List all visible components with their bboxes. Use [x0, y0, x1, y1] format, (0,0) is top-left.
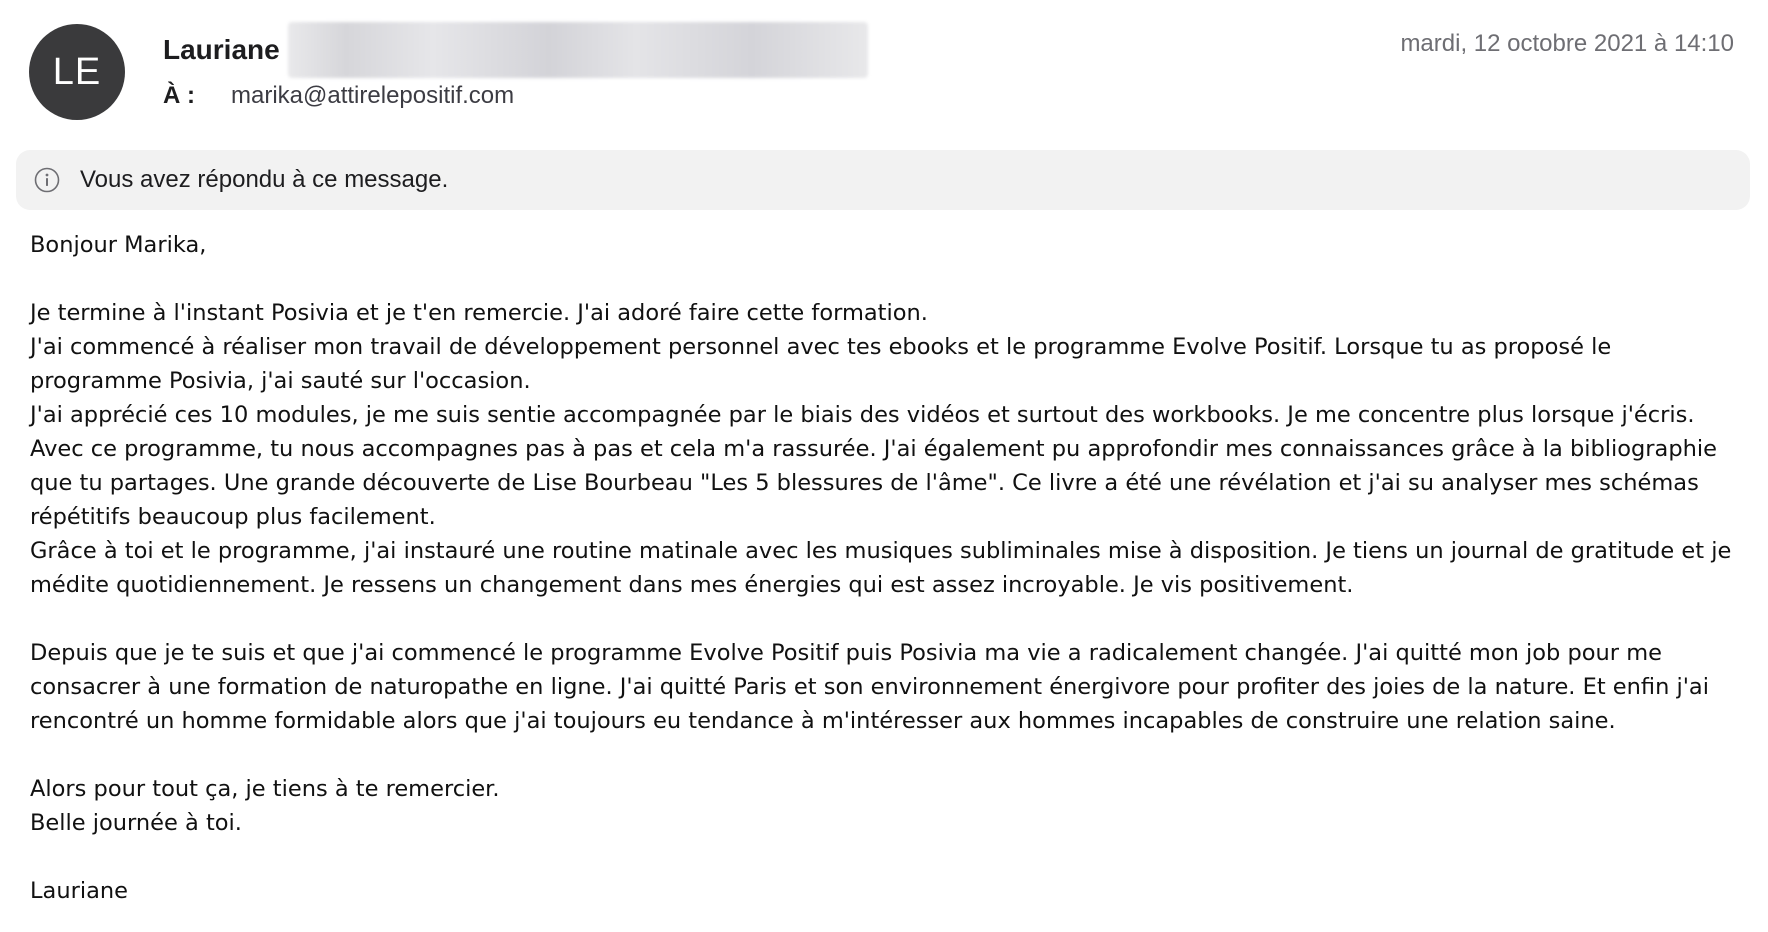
recipient-address[interactable]: marika@attirelepositif.com: [231, 82, 515, 109]
body-line: Je termine à l'instant Posivia et je t'en remercie. J'ai adoré faire cette formation.: [30, 300, 928, 326]
body-line: médite quotidiennement. Je ressens un changement dans mes énergies qui est assez incroyable. Je vis positivement.: [30, 572, 1354, 598]
sender-avatar[interactable]: [29, 24, 125, 120]
message-header: [0, 0, 1768, 140]
body-line: Depuis que je te suis et que j'ai commencé le programme Evolve Positif puis Posivia ma vie a radicalement changée. J'ai quitté mon job pour me: [30, 640, 1662, 666]
body-line: Avec ce programme, tu nous accompagnes pas à pas et cela m'a rassurée. J'ai également pu approfondir mes connaissances grâce à la bibliographie: [30, 436, 1717, 462]
signature: Lauriane: [30, 878, 128, 904]
notice-text: Vous avez répondu à ce message.: [80, 166, 449, 193]
body-line: rencontré un homme formidable alors que j'ai toujours eu tendance à m'intéresser aux hommes incapables de construire une relation saine.: [30, 708, 1616, 734]
avatar-initials: LE: [52, 50, 102, 93]
recipient-row: [163, 80, 514, 112]
sender-row: [163, 28, 868, 72]
closing-line: Belle journée à toi.: [30, 810, 242, 836]
message-date: mardi, 12 octobre 2021 à 14:10: [1400, 30, 1734, 57]
to-label: À :: [163, 82, 195, 109]
replied-notice-banner: [16, 150, 1750, 210]
sender-email-redacted: [288, 22, 868, 78]
message-body: [30, 228, 1740, 908]
body-line: J'ai apprécié ces 10 modules, je me suis sentie accompagnée par le biais des vidéos et surtout des workbooks. Je me concentre plus lorsque j'écris.: [30, 402, 1695, 428]
body-line: que tu partages. Une grande découverte de Lise Bourbeau "Les 5 blessures de l'âme". Ce livre a été une révélation et j'ai su analyser mes schémas: [30, 470, 1699, 496]
body-line: répétitifs beaucoup plus facilement.: [30, 504, 436, 530]
greeting: Bonjour Marika,: [30, 232, 207, 258]
info-icon: [34, 167, 60, 193]
closing-line: Alors pour tout ça, je tiens à te remercier.: [30, 776, 500, 802]
body-line: J'ai commencé à réaliser mon travail de développement personnel avec tes ebooks et le programme Evolve Positif. Lorsque tu as proposé le: [30, 334, 1612, 360]
body-line: programme Posivia, j'ai sauté sur l'occasion.: [30, 368, 531, 394]
body-line: consacrer à une formation de naturopathe en ligne. J'ai quitté Paris et son environnement énergivore pour profiter des joies de la nature. Et enfin j'ai: [30, 674, 1709, 700]
sender-name[interactable]: Lauriane: [163, 34, 280, 65]
body-line: Grâce à toi et le programme, j'ai instauré une routine matinale avec les musiques subliminales mise à disposition. Je tiens un journal de gratitude et je: [30, 538, 1732, 564]
